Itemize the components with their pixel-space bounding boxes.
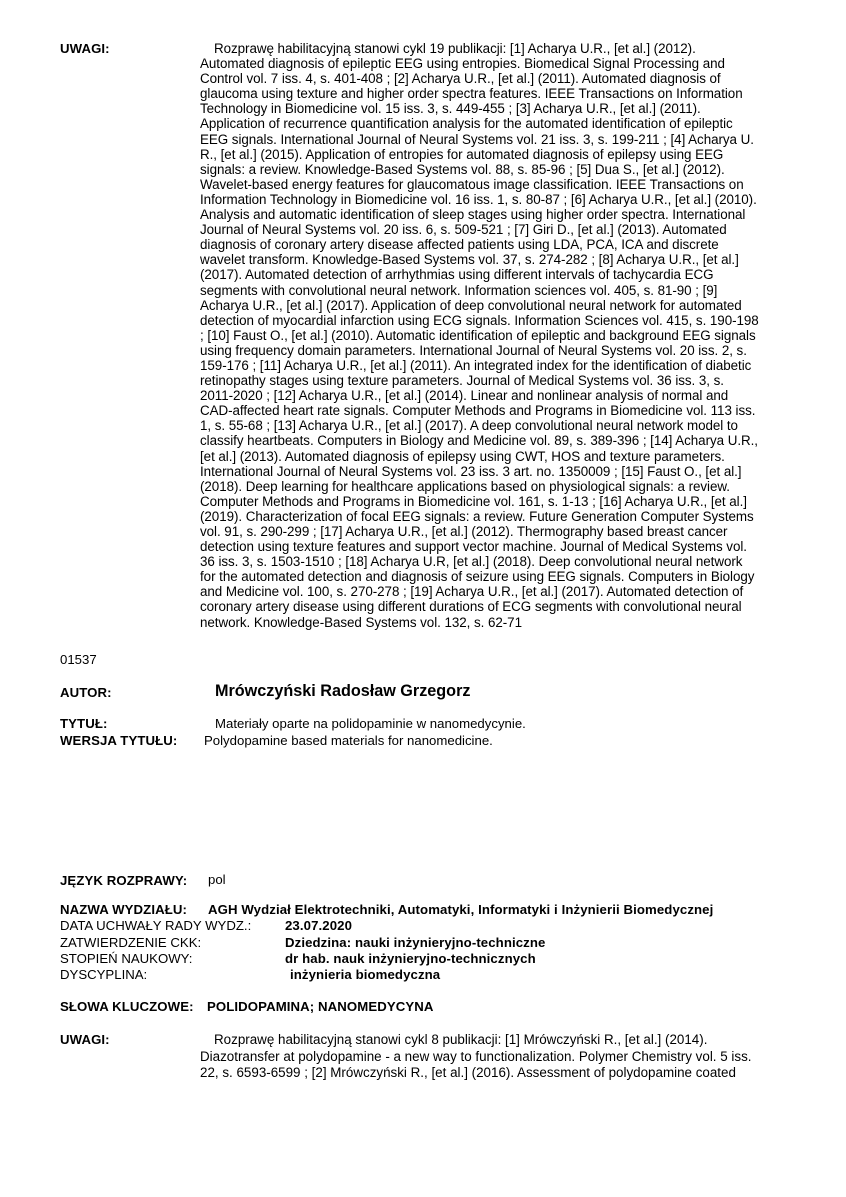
faculty-label: NAZWA WYDZIAŁU: bbox=[60, 902, 187, 917]
remarks-line: glaucoma using texture and higher order spectra features. IEEE Transactions on Information bbox=[200, 86, 743, 102]
degree-label: STOPIEŃ NAUKOWY: bbox=[60, 951, 193, 966]
remarks-line: Rozprawę habilitacyjną stanowi cykl 19 publikacji: [1] Acharya U.R., [et al.] (2012). bbox=[214, 41, 696, 56]
remarks-line: Automated diagnosis of epileptic EEG using entropies. Biomedical Signal Processing and bbox=[200, 56, 725, 72]
remarks-line: for the automated detection and diagnosis of seizure using EEG signals. Computers in Biology bbox=[200, 569, 755, 585]
discipline-label: DYSCYPLINA: bbox=[60, 967, 148, 982]
author-label: AUTOR: bbox=[60, 685, 112, 700]
remarks-line: (2018). Deep learning for healthcare applications based on physiological signals: a review. bbox=[200, 478, 730, 494]
remarks-line: Computer Methods and Programs in Biomedicine vol. 161, s. 1-13 ; [16] Acharya U.R., [et al.] bbox=[200, 493, 747, 509]
remarks2-line: Rozprawę habilitacyjną stanowi cykl 8 publikacji: [1] Mrówczyński R., [et al.] (2014). bbox=[214, 1032, 708, 1047]
remarks-line: Information Technology in Biomedicine vol. 16 iss. 1, s. 80-87 ; [6] Acharya U.R., [et al.] (2010). bbox=[200, 191, 757, 207]
remarks-line: (2019). Characterization of focal EEG signals: a review. Future Generation Computer Systems bbox=[200, 508, 754, 524]
author-name: Mrówczyński Radosław Grzegorz bbox=[215, 682, 471, 700]
remarks-line: retinopathy stages using texture parameters. Journal of Medical Systems vol. 36 iss. 3, s. bbox=[200, 373, 724, 389]
remarks2-text bbox=[200, 1032, 780, 1082]
remarks-line: (2017). Automated detection of arrhythmias using different intervals of tachycardia ECG bbox=[200, 267, 714, 283]
remarks-line: Journal of Neural Systems vol. 20 iss. 6, s. 509-521 ; [7] Giri D., [et al.] (2013). Automated bbox=[200, 222, 727, 238]
remarks2-label: UWAGI: bbox=[60, 1032, 110, 1047]
remarks-line: Analysis and automatic identification of sleep stages using higher order spectra. International bbox=[200, 207, 746, 223]
remarks-line: network. Knowledge-Based Systems vol. 132, s. 62-71 bbox=[200, 614, 522, 630]
record-number: 01537 bbox=[60, 652, 97, 667]
thesis-language: pol bbox=[208, 872, 226, 887]
degree-value: dr hab. nauk inżynieryjno-technicznych bbox=[285, 951, 536, 966]
remarks-line: Wavelet-based energy features for glaucomatous image classification. IEEE Transactions on bbox=[200, 176, 744, 192]
faculty-name: AGH Wydział Elektrotechniki, Automatyki, Informatyki i Inżynierii Biomedycznej bbox=[208, 902, 714, 917]
remarks-line: diagnosis of coronary artery disease affected patients using LDA, PCA, ICA and discrete bbox=[200, 237, 719, 253]
thesis-title: Materiały oparte na polidopaminie w nanomedycynie. bbox=[215, 716, 526, 731]
remarks-line: 2011-2020 ; [12] Acharya U.R., [et al.] (2014). Linear and nonlinear analysis of normal and bbox=[200, 388, 729, 404]
remarks-line: 159-176 ; [11] Acharya U.R., [et al.] (2011). An integrated index for the identification of diabetic bbox=[200, 357, 752, 373]
remarks-line: CAD-affected heart rate signals. Computer Methods and Programs in Biomedicine vol. 113 iss. bbox=[200, 403, 756, 419]
remarks-line: coronary artery disease using different durations of ECG segments with convolutional neural bbox=[200, 599, 742, 615]
remarks-line: vol. 91, s. 290-299 ; [17] Acharya U.R., [et al.] (2012). Thermography based breast cancer bbox=[200, 524, 728, 539]
remarks2-line: 22, s. 6593-6599 ; [2] Mrówczyński R., [et al.] (2016). Assessment of polydopamine coated bbox=[200, 1065, 736, 1081]
remarks-line: classify heartbeats. Computers in Biology and Medicine vol. 89, s. 389-396 ; [14] Acharya U.R., bbox=[200, 433, 758, 449]
remarks-line: Acharya U.R., [et al.] (2017). Application of deep convolutional neural network for automated bbox=[200, 297, 742, 313]
remarks-line: 36 iss. 3, s. 1503-1510 ; [18] Acharya U.R, [et al.] (2018). Deep convolutional neural network bbox=[200, 554, 743, 570]
title-version-label: WERSJA TYTUŁU: bbox=[60, 733, 178, 748]
remarks-line: Control vol. 7 iss. 4, s. 401-408 ; [2] Acharya U.R., [et al.] (2011). Automated diagnosis of bbox=[200, 71, 721, 87]
remarks-line: ; [10] Faust O., [et al.] (2010). Automatic identification of epileptic and background EEG signals bbox=[200, 327, 756, 343]
remarks-line: using frequency domain parameters. International Journal of Neural Systems vol. 20 iss. 2, s. bbox=[200, 342, 747, 358]
keywords-value: POLIDOPAMINA; NANOMEDYCYNA bbox=[207, 999, 434, 1014]
remarks-text bbox=[200, 41, 780, 630]
remarks-line: 1, s. 55-68 ; [13] Acharya U.R., [et al.] (2017). A deep convolutional neural network model to bbox=[200, 418, 738, 434]
remarks-line: detection using texture features and support vector machine. Journal of Medical Systems vol. bbox=[200, 539, 747, 555]
language-label: JĘZYK ROZPRAWY: bbox=[60, 873, 188, 888]
remarks-line: detection of myocardial infarction using ECG signals. Information Sciences vol. 415, s. 190-198 bbox=[200, 312, 759, 328]
remarks-line: Technology in Biomedicine vol. 15 iss. 3, s. 449-455 ; [3] Acharya U.R., [et al.] (2011). bbox=[200, 101, 701, 117]
remarks-line: R., [et al.] (2015). Application of entropies for automated diagnosis of epilepsy using EEG bbox=[200, 146, 724, 162]
remarks-line: wavelet transform. Knowledge-Based Systems vol. 37, s. 274-282 ; [8] Acharya U.R., [et al.] bbox=[200, 252, 739, 268]
remarks-line: [et al.] (2013). Automated diagnosis of epilepsy using CWT, HOS and texture parameters. bbox=[200, 448, 725, 464]
remarks-line: segments with convolutional neural network. Information sciences vol. 405, s. 81-90 ; [9] bbox=[200, 282, 718, 298]
remarks-line: signals: a review. Knowledge-Based Systems vol. 88, s. 85-96 ; [5] Dua S., [et al.] (2012). bbox=[200, 161, 725, 177]
remarks-line: and Medicine vol. 100, s. 270-278 ; [19] Acharya U.R., [et al.] (2017). Automated detection of bbox=[200, 584, 744, 600]
remarks-line: EEG signals. International Journal of Neural Systems vol. 21 iss. 3, s. 199-211 ; [4] Acharya U. bbox=[200, 131, 754, 147]
remarks-label: UWAGI: bbox=[60, 41, 110, 56]
keywords-label: SŁOWA KLUCZOWE: bbox=[60, 999, 194, 1014]
remarks-line: Application of recurrence quantification analysis for the automated identification of epileptic bbox=[200, 116, 733, 132]
ckk-value: Dziedzina: nauki inżynieryjno-techniczne bbox=[285, 935, 546, 950]
title-label: TYTUŁ: bbox=[60, 716, 108, 731]
ckk-label: ZATWIERDZENIE CKK: bbox=[60, 935, 202, 950]
resolution-date-label: DATA UCHWAŁY RADY WYDZ.: bbox=[60, 918, 252, 933]
discipline-value: inżynieria biomedyczna bbox=[290, 967, 441, 982]
resolution-date: 23.07.2020 bbox=[285, 918, 353, 933]
remarks-line: International Journal of Neural Systems vol. 23 iss. 3 art. no. 1350009 ; [15] Faust O., [et al.] bbox=[200, 463, 742, 479]
remarks2-line: Diazotransfer at polydopamine - a new way to functionalization. Polymer Chemistry vol. 5 iss. bbox=[200, 1048, 752, 1064]
thesis-title-version: Polydopamine based materials for nanomedicine. bbox=[204, 733, 493, 748]
